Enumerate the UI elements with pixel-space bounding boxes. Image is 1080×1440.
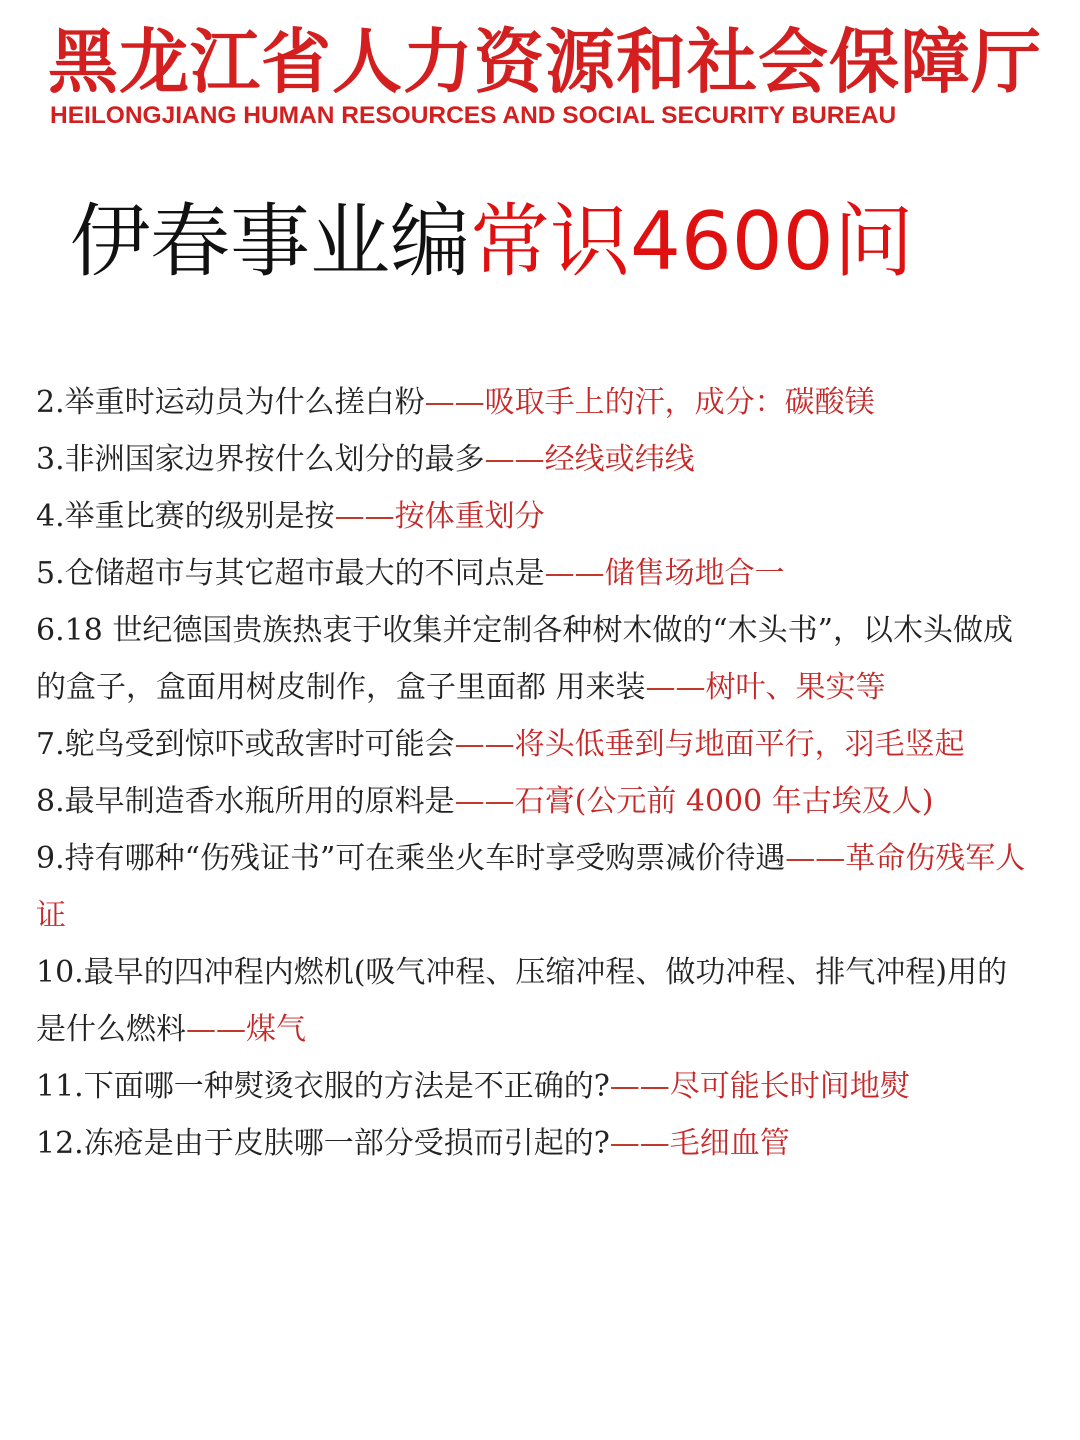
answer: 毛细血管 <box>669 1126 790 1161</box>
qa-item <box>36 488 1026 545</box>
answer-dash: —— <box>484 442 545 477</box>
qa-item <box>36 1058 1026 1115</box>
question: 3.非洲国家边界按什么划分的最多 <box>36 442 485 477</box>
qa-item <box>36 773 1026 830</box>
title-red-part: 常识4600问 <box>470 195 914 288</box>
answer: 吸取手上的汗，成分：碳酸镁 <box>484 385 875 420</box>
answer-dash: —— <box>544 556 605 591</box>
question: 2.举重时运动员为什么搓白粉 <box>36 385 425 420</box>
answer-dash: —— <box>334 499 395 534</box>
answer-dash: —— <box>186 1012 246 1047</box>
answer-dash: —— <box>454 784 515 819</box>
qa-item <box>36 602 1026 716</box>
answer-dash: —— <box>424 385 485 420</box>
qa-list <box>36 374 1026 1172</box>
question: 7.鸵鸟受到惊吓或敌害时可能会 <box>36 727 455 762</box>
question: 11.下面哪一种熨烫衣服的方法是不正确的? <box>36 1069 610 1104</box>
qa-item <box>36 716 1026 773</box>
answer-dash: —— <box>609 1126 670 1161</box>
question: 8.最早制造香水瓶所用的原料是 <box>36 784 455 819</box>
question: 10.最早的四冲程内燃机(吸气冲程、压缩冲程、做功冲程、排气冲程)用的是什么燃料 <box>36 955 1008 1047</box>
answer: 按体重划分 <box>394 499 545 534</box>
answer: 尽可能长时间地熨 <box>669 1069 910 1104</box>
org-name-en: HEILONGJIANG HUMAN RESOURCES AND SOCIAL SECURITY BUREAU <box>50 102 897 129</box>
question: 9.持有哪种“伤残证书”可在乘坐火车时享受购票减价待遇 <box>36 841 786 876</box>
qa-item <box>36 545 1026 602</box>
answer: 树叶、果实等 <box>705 670 886 705</box>
question: 12.冻疮是由于皮肤哪一部分受损而引起的? <box>36 1126 610 1161</box>
title-black-part: 伊春事业编 <box>70 195 470 288</box>
qa-item <box>36 374 1026 431</box>
question: 5.仓储超市与其它超市最大的不同点是 <box>36 556 545 591</box>
qa-item <box>36 1115 1026 1172</box>
qa-item <box>36 431 1026 488</box>
qa-item <box>36 944 1026 1058</box>
page-title <box>70 192 914 292</box>
question: 4.举重比赛的级别是按 <box>36 499 335 534</box>
answer-dash: —— <box>645 670 706 705</box>
answer: 煤气 <box>246 1012 306 1047</box>
qa-item <box>36 830 1026 944</box>
answer: 将头低垂到与地面平行，羽毛竖起 <box>514 727 965 762</box>
answer: 储售场地合一 <box>604 556 785 591</box>
question: 6.18 世纪德国贵族热衷于收集并定制各种树木做的“木头书”，以木头做成的盒子，盒面用树皮制作，盒子里面都 用来装 <box>36 613 1014 705</box>
answer-dash: —— <box>454 727 515 762</box>
answer-dash: —— <box>785 841 846 876</box>
answer-dash: —— <box>609 1069 670 1104</box>
answer: 石膏(公元前 4000 年古埃及人) <box>514 784 934 819</box>
answer: 革命伤残军人证 <box>36 841 1026 933</box>
answer: 经线或纬线 <box>544 442 695 477</box>
org-name-cn: 黑龙江省人力资源和社会保障厅 <box>48 21 1042 103</box>
